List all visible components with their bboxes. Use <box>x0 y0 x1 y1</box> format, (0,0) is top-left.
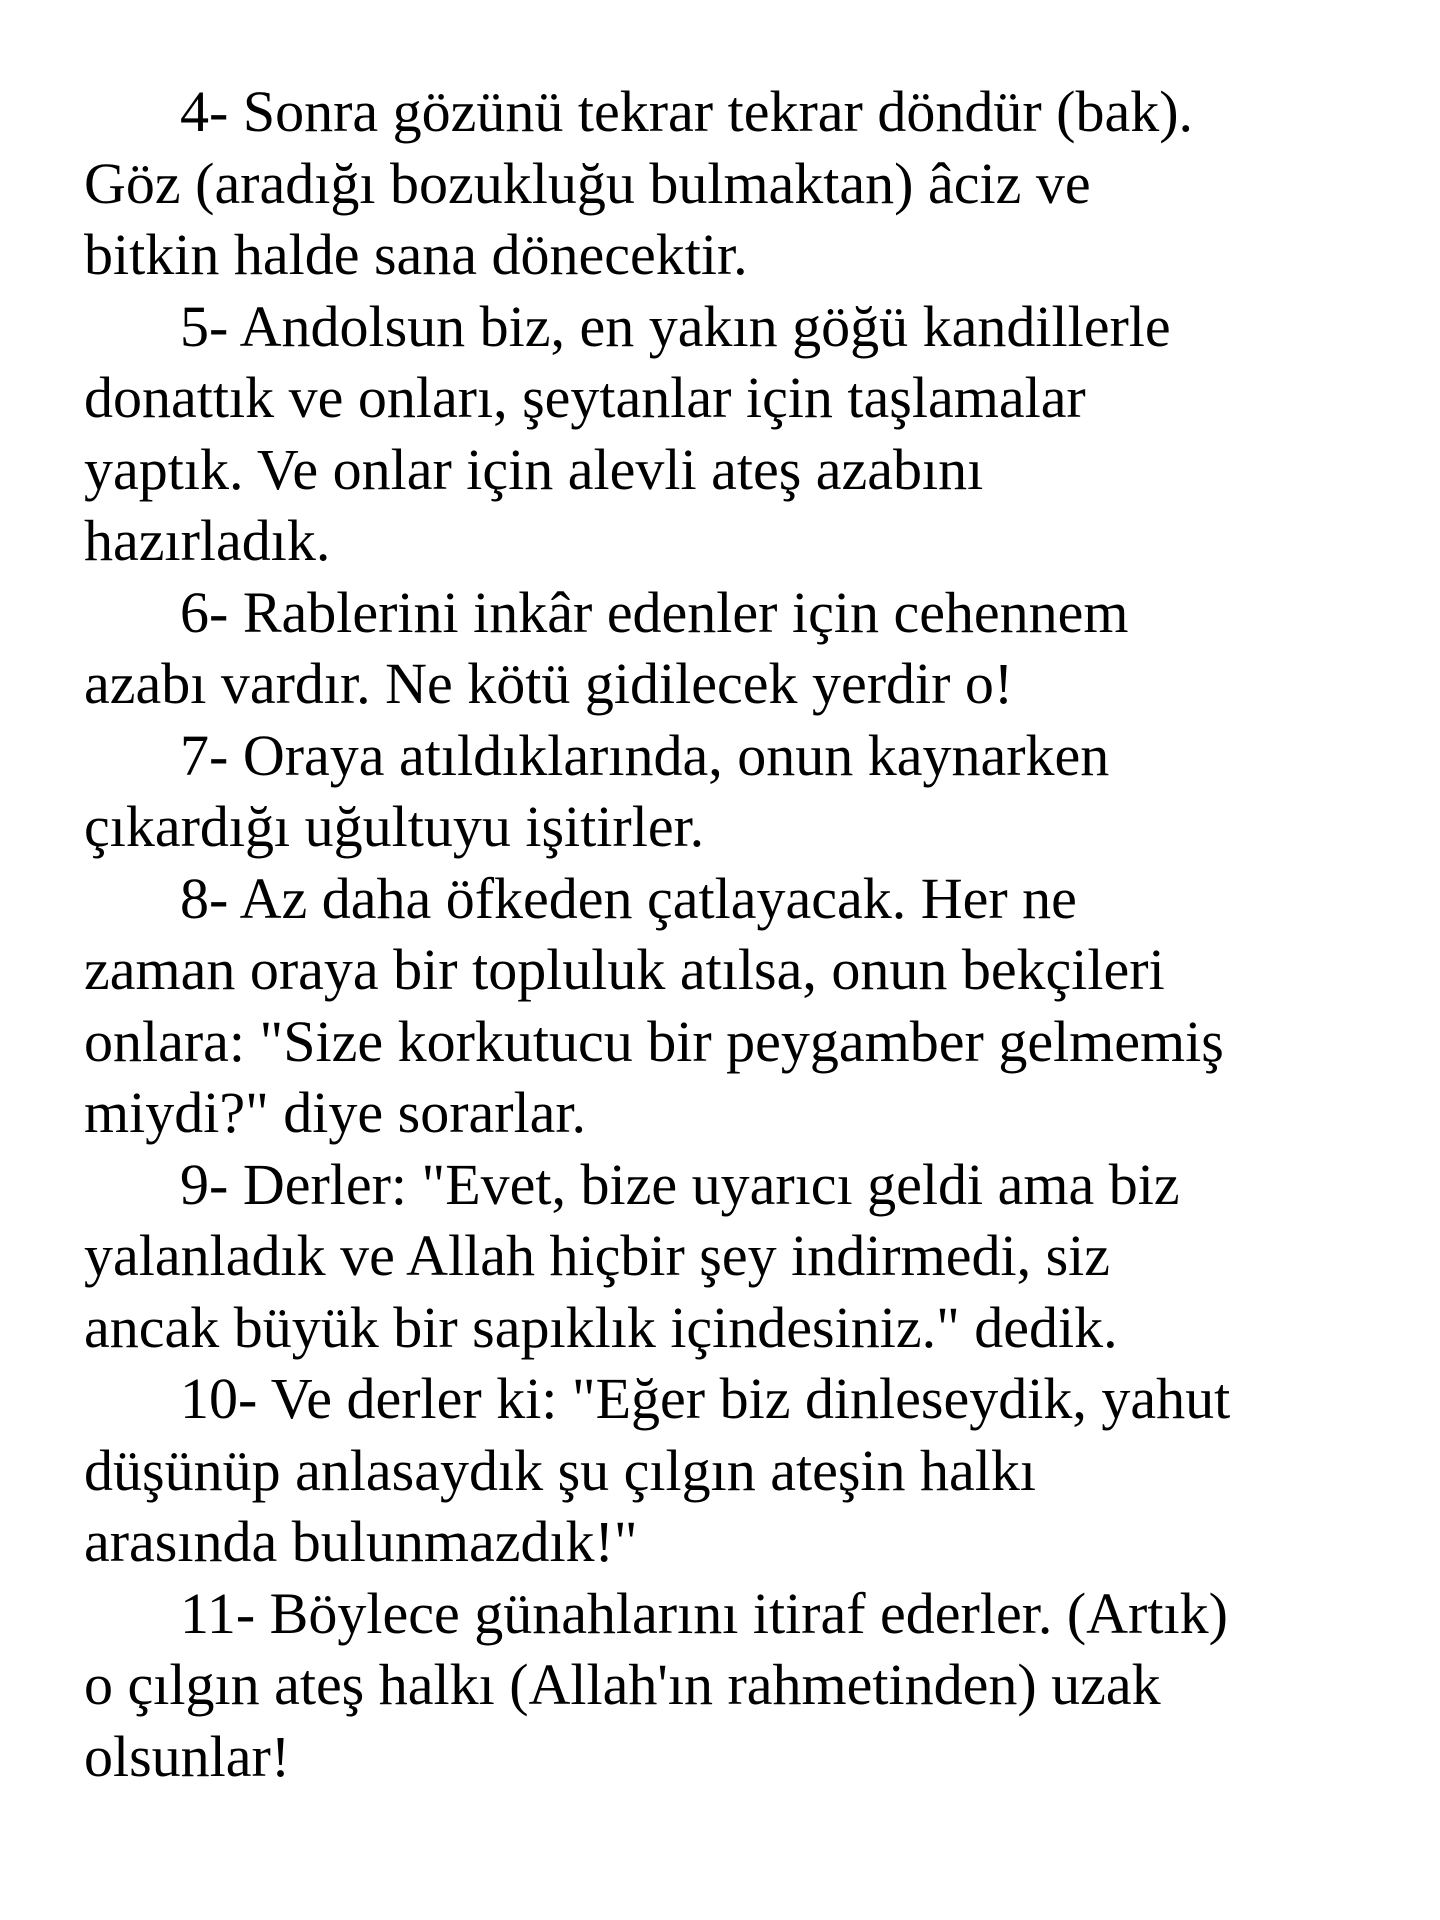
verse-11: 11- Böylece günahlarını itiraf ederler. (Artık) o çılgın ateş halkı (Allah'ın rahmetinden) uzak olsunlar! <box>84 1580 1228 1789</box>
verse-7: 7- Oraya atıldıklarında, onun kaynarken çıkardığı uğultuyu işitirler. <box>84 722 1110 859</box>
verse-5: 5- Andolsun biz, en yakın göğü kandillerle donattık ve onları, şeytanlar için taşlamalar yaptık. Ve onlar için alevli ateş azabını hazırladık. <box>84 293 1171 573</box>
verse-6: 6- Rablerini inkâr edenler için cehennem azabı vardır. Ne kötü gidilecek yerdir o! <box>84 579 1129 716</box>
verse-8: 8- Az daha öfkeden çatlayacak. Her ne zaman oraya bir topluluk atılsa, onun bekçileri onlara: "Size korkutucu bir peygamber gelmemiş miydi?" diye sorarlar. <box>84 865 1224 1145</box>
verse-10: 10- Ve derler ki: "Eğer biz dinleseydik, yahut düşünüp anlasaydık şu çılgın ateşin halkı arasında bulunmazdık!" <box>84 1366 1231 1574</box>
verse-9: 9- Derler: "Evet, bize uyarıcı geldi ama biz yalanladık ve Allah hiçbir şey indirmedi, siz ancak büyük bir sapıklık içindesiniz." dedik. <box>84 1151 1180 1360</box>
verse-4: 4- Sonra gözünü tekrar tekrar döndür (bak). Göz (aradığı bozukluğu bulmaktan) âciz ve bitkin halde sana dönecektir. <box>84 79 1194 287</box>
